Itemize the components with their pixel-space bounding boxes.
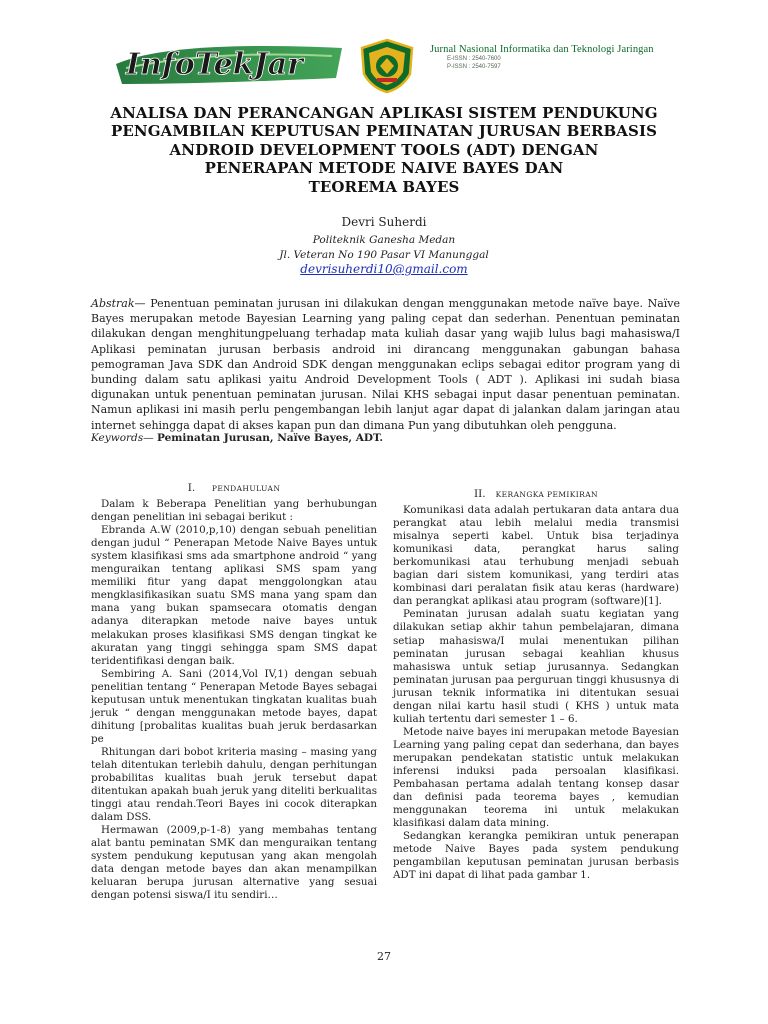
title-line: ANALISA DAN PERANCANGAN APLIKASI SISTEM PENDUKUNG (110, 104, 658, 122)
author-address: Jl. Veteran No 190 Pasar VI Manunggal (279, 249, 489, 261)
p-issn: P-ISSN : 2540-7597 (447, 64, 501, 70)
paragraph: Sembiring A. Sani (2014,Vol IV,1) dengan sebuah penelitian tentang “ Penerapan Metode Bayes sebagai keputusan untuk menentukan tingkatan kualitas buah jeruk “ dengan menggunakan metode bayes, dapat dihitung [probalitas kualitas buah jeruk berdasarkan pe (91, 667, 377, 745)
title-line: PENERAPAN METODE NAIVE BAYES DAN (204, 159, 564, 178)
paragraph: Ebranda A.W (2010,p,10) dengan sebuah penelitian dengan judul “ Penerapan Metode Naive Bayes untuk system klasifikasi sms ada smartphone android “ yang menguraikan tentang aplikasi SMS spam yang memiliki fitur yang dapat menggolongkan atau mengklasifikasikan suatu SMS mana yang spam dan mana yang bukan spamsecara otomatis dengan adanya diterapkan metode naive bayes untuk melakukan proses klasifikasi SMS dengan tingkat ke akuratan yang tinggi sehingga spam SMS dapat teridentifikasi dengan baik. (91, 524, 377, 667)
section-heading-pendahuluan (91, 482, 377, 495)
author-email-link[interactable]: devrisuherdi10@gmail.com (300, 262, 468, 276)
abstract-label: Abstrak (91, 297, 135, 310)
paragraph: Metode naive bayes ini merupakan metode Bayesian Learning yang paling cepat dan sederhana, dan bayes merupakan pendekatan statistic untuk melakukan inferensi induksi pada persoalan klasifikasi. Pembahasan pertama adalah tentang konsep dasar dan definisi pada teorema bayes , kemudian menggunakan teorema ini untuk melakukan klasifikasi dalam data mining. (393, 725, 679, 830)
infotekjar-logo (112, 38, 349, 88)
page-number: 27 (377, 950, 391, 963)
title-line: ANDROID DEVELOPMENT TOOLS (ADT) DENGAN (169, 140, 599, 159)
paragraph: Hermawan (2009,p-1-8) yang membahas tentang alat bantu peminatan SMK dan menguraikan tentang system pendukung keputusan yang akan mengolah data dengan metode bayes dan akan menampilkan keluaran berupa jurusan alternative yang sesuai dengan potensi siswa/I itu sendiri… (91, 824, 377, 902)
section-number: I. (187, 482, 196, 494)
journal-header (0, 0, 768, 100)
logo-wordmark (112, 38, 349, 88)
keywords (91, 432, 680, 444)
university-seal (358, 38, 416, 94)
abstract-text: Penentuan peminatan jurusan ini dilakukan dengan menggunakan metode naïve baye. Naïve Bayes merupakan metode Bayesian Learning yang paling cepat dan sederhan. Penentuan peminatan dilakukan dengan menghitungpeluang terhadap mata kuliah dasar yang wajib lulus bagi mahasiswa/I Aplikasi peminatan jurusan berbasis android ini dirancang menggunakan gabungan bahasa pemograman Java SDK dan Android SDK dengan menggunakan eclips sebagai editor program yang di bunding dalam satu aplikasi yaitu Android Development Tools ( ADT ). Aplikasi ini sudah biasa digunakan untuk penentuan peminatan jurusan. Nilai KHS sebagai input dasar penentuan peminatan. Namun aplikasi ini masih perlu pengembangan lebih lanjut agar dapat di jalankan dalam jaringan atau internet sehingga dapat di akses kapan pun dan dimana Pun yang dibutuhkan oleh pengguna. (91, 297, 681, 432)
title-line: TEOREMA BAYES (308, 177, 460, 196)
paragraph: Rhitungan dari bobot kriteria masing – masing yang telah ditentukan terlebih dahulu, dengan perhitungan probabilitas kualitas buah jeruk tersebut dapat ditentukan apakah buah jeruk yang diteliti berkualitas tinggi atau rendah.Teori Bayes ini cocok diterapkan dalam DSS. (91, 745, 377, 824)
journal-info (430, 44, 670, 71)
left-column (91, 482, 377, 903)
section-number: II. (473, 488, 486, 500)
section-title: PENDAHULUAN (211, 484, 281, 493)
right-column (393, 488, 679, 882)
keywords-label: Keywords (91, 432, 144, 444)
abstract-dash: — (134, 297, 151, 310)
paragraph: Komunikasi data adalah pertukaran data antara dua perangkat atau lebih melalui media transmisi misalnya seperti kabel. Untuk bisa terjadinya komunikasi data, perangkat harus saling berkomunikasi atau terhubung menjadi sebuah bagian dari sistem komunikasi, yang terdiri atas kombinasi dari peralatan fisik atau keras (hardware) dan perangkat aplikasi atau program (software)[1]. (393, 504, 679, 608)
paragraph: Dalam k Beberapa Penelitian yang berhubungan dengan penelitian ini sebagai berikut : (91, 498, 377, 524)
paragraph: Sedangkan kerangka pemikiran untuk penerapan metode Naive Bayes pada system pendukung pengambilan keputusan peminatan jurusan berbasis ADT ini dapat di lihat pada gambar 1. (393, 830, 679, 882)
logo-text: InfoTekJar (126, 47, 303, 82)
title-line: PENGAMBILAN KEPUTUSAN PEMINATAN JURUSAN BERBASIS (110, 122, 658, 141)
author-affiliation: Politeknik Ganesha Medan (312, 234, 456, 246)
keywords-value: Peminatan Jurusan, Naïve Bayes, ADT. (157, 432, 384, 444)
paragraph: Peminatan jurusan adalah suatu kegiatan yang dilakukan setiap akhir tahun pembelajaran, dimana setiap mahasiswa/I mulai menentukan pilihan peminatan jurusan sebagai keahlian khusus mahasiswa untuk setiap jurusannya. Sedangkan peminatan jurusan paa perguruan tinggi khususnya di jurusan teknik informatika ini ditentukan sesuai dengan nilai kartu hasil studi ( KHS ) untuk mata kuliah tertentu dari semester 1 – 6. (393, 608, 679, 725)
section-heading-kerangka-pemikiran (393, 488, 679, 501)
paper-title (90, 104, 678, 196)
journal-name: Jurnal Nasional Informatika dan Teknologi Jaringan (430, 44, 654, 55)
section-title: KERANGKA PEMIKIRAN (495, 490, 598, 499)
keywords-dash: — (143, 432, 157, 444)
abstract (91, 296, 680, 433)
e-issn: E-ISSN : 2540-7600 (447, 56, 501, 62)
author-name: Devri Suherdi (341, 215, 427, 229)
